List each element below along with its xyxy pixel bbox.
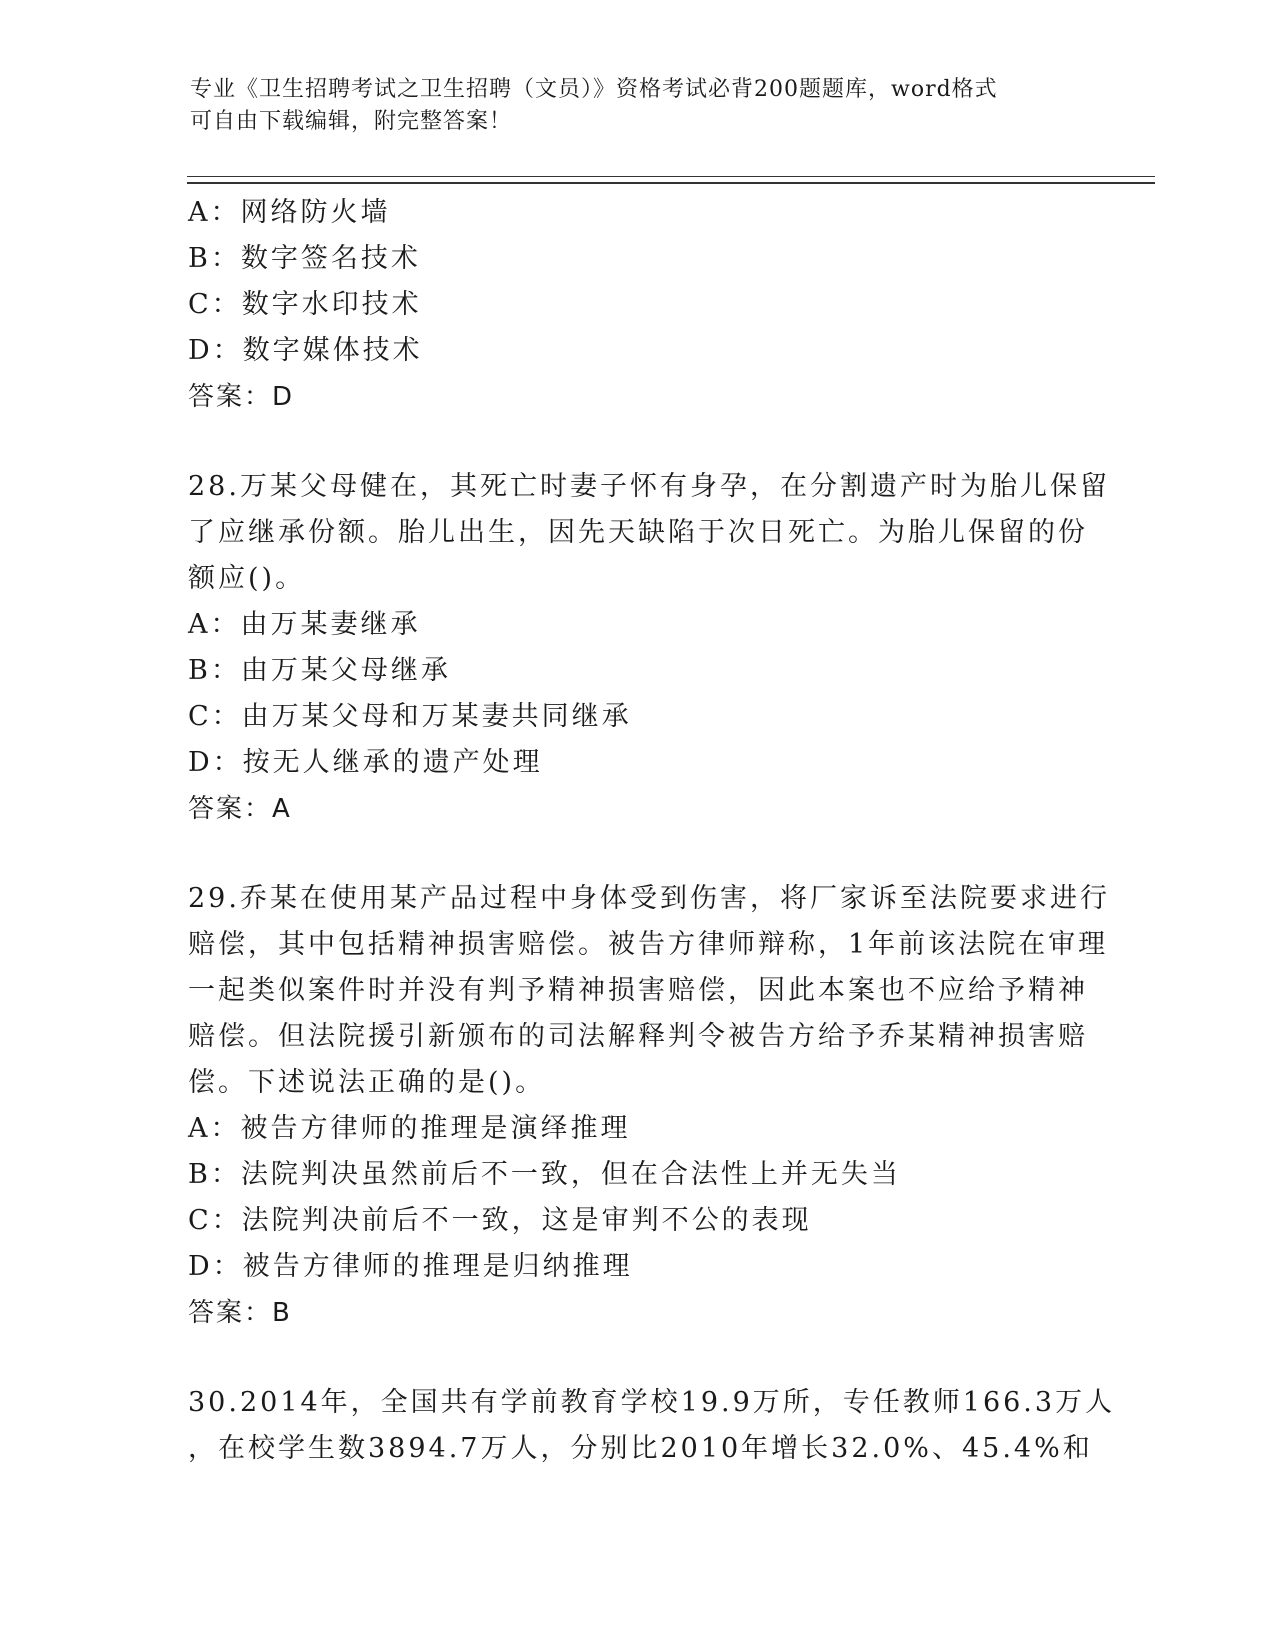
option-b: B：数字签名技术 <box>188 243 421 274</box>
header-divider <box>187 176 1155 184</box>
option-b: B：法院判决虽然前后不一致，但在合法性上并无失当 <box>188 1159 901 1190</box>
option-a: A：被告方律师的推理是演绎推理 <box>188 1113 631 1144</box>
question-stem-line: 赔偿，其中包括精神损害赔偿。被告方律师辩称，1年前该法院在审理 <box>188 929 1109 960</box>
question-30 <box>188 1380 1116 1472</box>
question-stem-line: 30.2014年，全国共有学前教育学校19.9万所，专任教师166.3万人 <box>188 1387 1116 1418</box>
option-d: D：按无人继承的遗产处理 <box>188 747 543 778</box>
question-28 <box>188 464 1110 832</box>
option-c: C：法院判决前后不一致，这是审判不公的表现 <box>188 1205 812 1236</box>
option-a: A：由万某妻继承 <box>188 609 421 640</box>
document-header <box>190 74 1090 138</box>
question-stem-line: 了应继承份额。胎儿出生，因先天缺陷于次日死亡。为胎儿保留的份 <box>188 517 1088 548</box>
option-a: A：网络防火墙 <box>188 197 391 228</box>
question-stem-line: 28.万某父母健在，其死亡时妻子怀有身孕，在分割遗产时为胎儿保留 <box>188 471 1110 502</box>
question-27 <box>188 190 1088 420</box>
question-stem-line: 偿。下述说法正确的是()。 <box>188 1067 546 1098</box>
spacer <box>188 832 1088 876</box>
answer-line: 答案：A <box>188 794 292 824</box>
question-stem-line: ，在校学生数3894.7万人，分别比2010年增长32.0%、45.4%和 <box>188 1433 1093 1464</box>
option-b: B：由万某父母继承 <box>188 655 451 686</box>
option-d: D：被告方律师的推理是归纳推理 <box>188 1251 633 1282</box>
question-stem-line: 29.乔某在使用某产品过程中身体受到伤害，将厂家诉至法院要求进行 <box>188 883 1110 914</box>
question-stem-line: 赔偿。但法院援引新颁布的司法解释判令被告方给予乔某精神损害赔 <box>188 1021 1088 1052</box>
option-c: C：由万某父母和万某妻共同继承 <box>188 701 632 732</box>
document-body <box>188 190 1116 1472</box>
question-stem-line: 额应()。 <box>188 563 306 594</box>
header-title-line-2: 可自由下载编辑，附完整答案！ <box>190 109 513 134</box>
header-title-line-1: 专业《卫生招聘考试之卫生招聘（文员）》资格考试必背200题题库，word格式 <box>190 77 998 102</box>
option-d: D：数字媒体技术 <box>188 335 423 366</box>
answer-line: 答案：D <box>188 382 295 412</box>
spacer <box>188 420 1088 464</box>
question-29 <box>188 876 1110 1336</box>
answer-line: 答案：B <box>188 1298 292 1328</box>
question-stem-line: 一起类似案件时并没有判予精神损害赔偿，因此本案也不应给予精神 <box>188 975 1088 1006</box>
option-c: C：数字水印技术 <box>188 289 422 320</box>
spacer <box>188 1336 1088 1380</box>
